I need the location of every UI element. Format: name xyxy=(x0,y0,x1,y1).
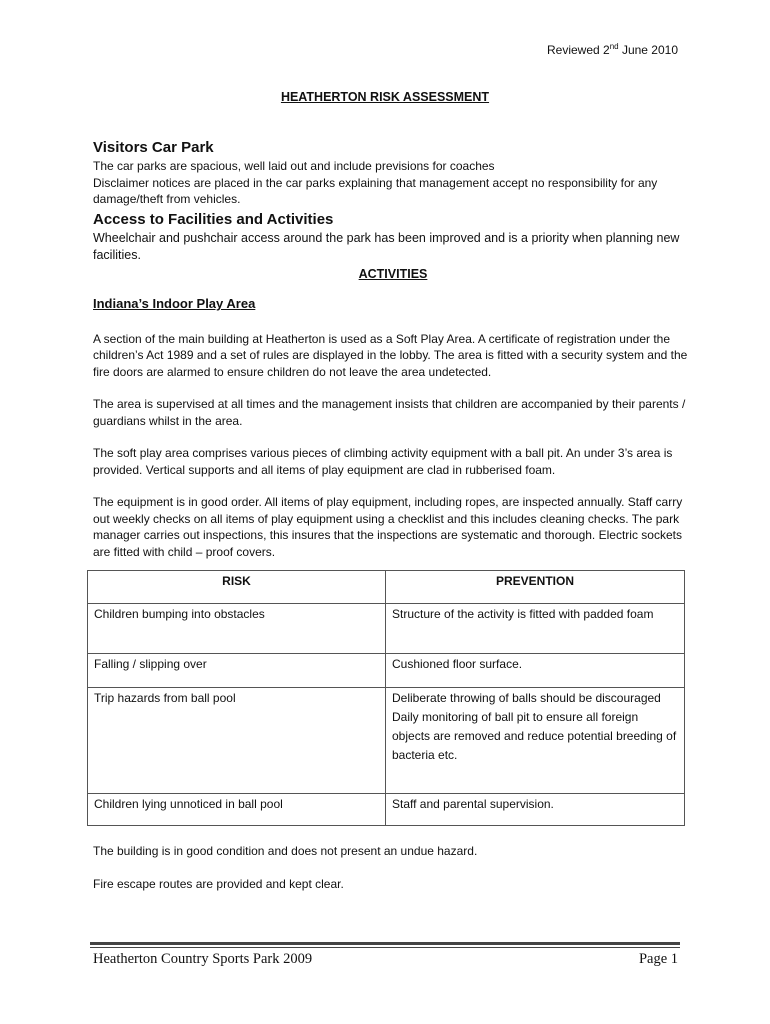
risk-cell: Falling / slipping over xyxy=(88,654,386,688)
table-row xyxy=(88,688,685,794)
reviewed-suffix: June 2010 xyxy=(618,43,678,57)
paragraph: The equipment is in good order. All items of play equipment, including ropes, are inspected annually. Staff carry out weekly checks on all items of play equipment using a checklist and this includes cleaning checks. The park manager carries out inspections, this insures that the inspections are systematic and thorough. Electric sockets are fitted with child – proof covers. xyxy=(93,495,683,559)
reviewed-sup: nd xyxy=(609,42,619,51)
access-heading: Access to Facilities and Activities xyxy=(93,210,334,228)
table-row xyxy=(88,654,685,688)
closing-line-1: The building is in good condition and does not present an undue hazard. xyxy=(93,844,478,858)
reviewed-prefix: Reviewed 2 xyxy=(547,43,610,57)
prevention-line: Structure of the activity is fitted with padded foam xyxy=(392,607,654,621)
car-park-line-2: Disclaimer notices are placed in the car parks explaining that management accept no responsibility for any damage/theft from vehicles. xyxy=(93,175,658,206)
risk-cell: Children bumping into obstacles xyxy=(88,604,386,654)
car-park-line-1: The car parks are spacious, well laid out and include previsions for coaches xyxy=(93,159,495,173)
access-text: Wheelchair and pushchair access around the park has been improved and is a priority when planning new facilities. xyxy=(93,230,680,262)
paragraph: The area is supervised at all times and the management insists that children are accompanied by their parents / guardians whilst in the area. xyxy=(93,397,686,428)
reviewed-date xyxy=(547,42,678,58)
table-row xyxy=(88,794,685,826)
document-body xyxy=(93,138,693,560)
table-header-row xyxy=(88,571,685,604)
footer-page-number: Page 1 xyxy=(638,951,678,967)
risk-cell: Trip hazards from ball pool xyxy=(88,688,386,794)
prevention-cell xyxy=(386,794,685,826)
prevention-line: Daily monitoring of ball pit to ensure all foreign objects are removed and reduce potential breeding of bacteria etc. xyxy=(392,710,677,762)
prevention-line: Deliberate throwing of balls should be discouraged xyxy=(392,691,661,705)
prevention-line: Staff and parental supervision. xyxy=(392,797,554,811)
closing-line-2: Fire escape routes are provided and kept clear. xyxy=(93,876,344,891)
paragraph: A section of the main building at Heatherton is used as a Soft Play Area. A certificate of registration under the children’s Act 1989 and a set of rules are displayed in the lobby. The area is fitted with a security system and the fire doors are alarmed to ensure children do not leave the area undetected. xyxy=(93,331,688,379)
play-area-subheading: Indiana’s Indoor Play Area xyxy=(93,296,256,311)
document-title: HEATHERTON RISK ASSESSMENT xyxy=(280,90,490,104)
prevention-cell xyxy=(386,604,685,654)
closing-notes xyxy=(93,843,693,892)
risk-column-header: RISK xyxy=(88,571,386,604)
footer-divider-thick xyxy=(90,942,680,945)
activities-heading: ACTIVITIES xyxy=(358,266,428,281)
paragraph: The soft play area comprises various pieces of climbing activity equipment with a ball pit. An under 3’s area is provided. Vertical supports and all items of play equipment are clad in rubberised foam. xyxy=(93,446,673,477)
prevention-line: Cushioned floor surface. xyxy=(392,657,523,671)
risk-cell: Children lying unnoticed in ball pool xyxy=(88,794,386,826)
prevention-cell xyxy=(386,654,685,688)
prevention-column-header: PREVENTION xyxy=(386,571,685,604)
table-row xyxy=(88,604,685,654)
prevention-cell xyxy=(386,688,685,794)
footer-divider-thin xyxy=(90,947,680,948)
risk-table xyxy=(87,570,685,826)
footer-organization: Heatherton Country Sports Park 2009 xyxy=(93,951,313,967)
car-park-heading: Visitors Car Park xyxy=(93,139,214,156)
